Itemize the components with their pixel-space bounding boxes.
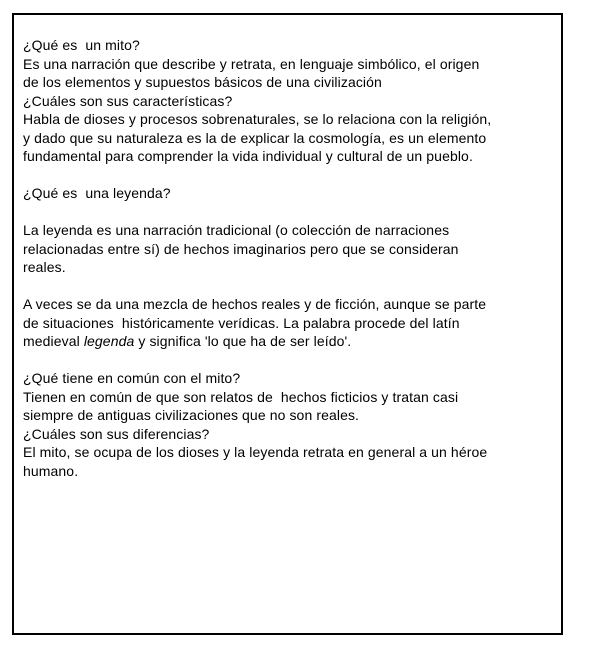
- text-line: [23, 129, 547, 148]
- text-segment: Es una narración que describe y retrata, en lenguaje simbólico, el origen: [23, 55, 480, 72]
- text-line: [23, 369, 547, 388]
- text-line: [23, 55, 547, 74]
- document-box: [12, 13, 563, 635]
- text-segment: El mito, se ocupa de los dioses y la leyenda retrata en general a un héroe: [23, 444, 488, 460]
- text-line: [23, 166, 547, 185]
- text-segment: relacionadas entre sí) de hechos imaginarios pero que se consideran: [23, 240, 459, 257]
- text-segment: reales.: [23, 259, 66, 275]
- text-segment: ¿Qué es un mito?: [23, 37, 140, 53]
- text-segment: ¿Qué es una leyenda?: [23, 185, 171, 201]
- text-segment: humano.: [23, 462, 79, 479]
- text-segment: Tienen en común de que son relatos de hechos ficticios y tratan casi: [23, 388, 459, 405]
- text-segment: La leyenda es una narración tradicional (o colección de narraciones: [23, 222, 450, 238]
- text-line: [23, 462, 547, 481]
- text-segment: siempre de antiguas civilizaciones que no son reales.: [23, 407, 360, 423]
- text-line: [23, 240, 547, 259]
- text-line: [23, 258, 547, 277]
- text-segment: y significa 'lo que ha de ser leído'.: [134, 333, 352, 349]
- text-line: [23, 351, 547, 370]
- text-line: [23, 406, 547, 425]
- text-segment: ¿Cuáles son sus características?: [23, 92, 233, 109]
- text-line: [23, 184, 547, 203]
- text-segment: y dado que su naturaleza es la de explicar la cosmología, es un elemento: [23, 129, 487, 146]
- text-line: [23, 388, 547, 407]
- text-line: [23, 277, 547, 296]
- text-segment: de situaciones históricamente verídicas. La palabra procede del latín: [23, 314, 460, 331]
- text-line: [23, 314, 547, 333]
- text-segment: A veces se da una mezcla de hechos reales y de ficción, aunque se parte: [23, 296, 487, 312]
- text-segment: ¿Qué tiene en común con el mito?: [23, 370, 241, 386]
- text-line: [23, 332, 547, 351]
- text-line: [23, 425, 547, 444]
- text-line: [23, 147, 547, 166]
- text-segment-italic: legenda: [83, 333, 135, 349]
- text-line: [23, 221, 547, 240]
- document-text: [23, 36, 547, 480]
- text-segment: ¿Cuáles son sus diferencias?: [23, 425, 210, 442]
- text-line: [23, 295, 547, 314]
- text-segment: fundamental para comprender la vida individual y cultural de un pueblo.: [23, 148, 473, 164]
- text-segment: medieval: [23, 333, 84, 349]
- text-line: [23, 110, 547, 129]
- text-line: [23, 73, 547, 92]
- text-line: [23, 203, 547, 222]
- text-line: [23, 443, 547, 462]
- text-segment: de los elementos y supuestos básicos de una civilización: [23, 74, 382, 90]
- text-line: [23, 92, 547, 111]
- text-line: [23, 36, 547, 55]
- text-segment: Habla de dioses y procesos sobrenaturales, se lo relaciona con la religión,: [23, 111, 492, 127]
